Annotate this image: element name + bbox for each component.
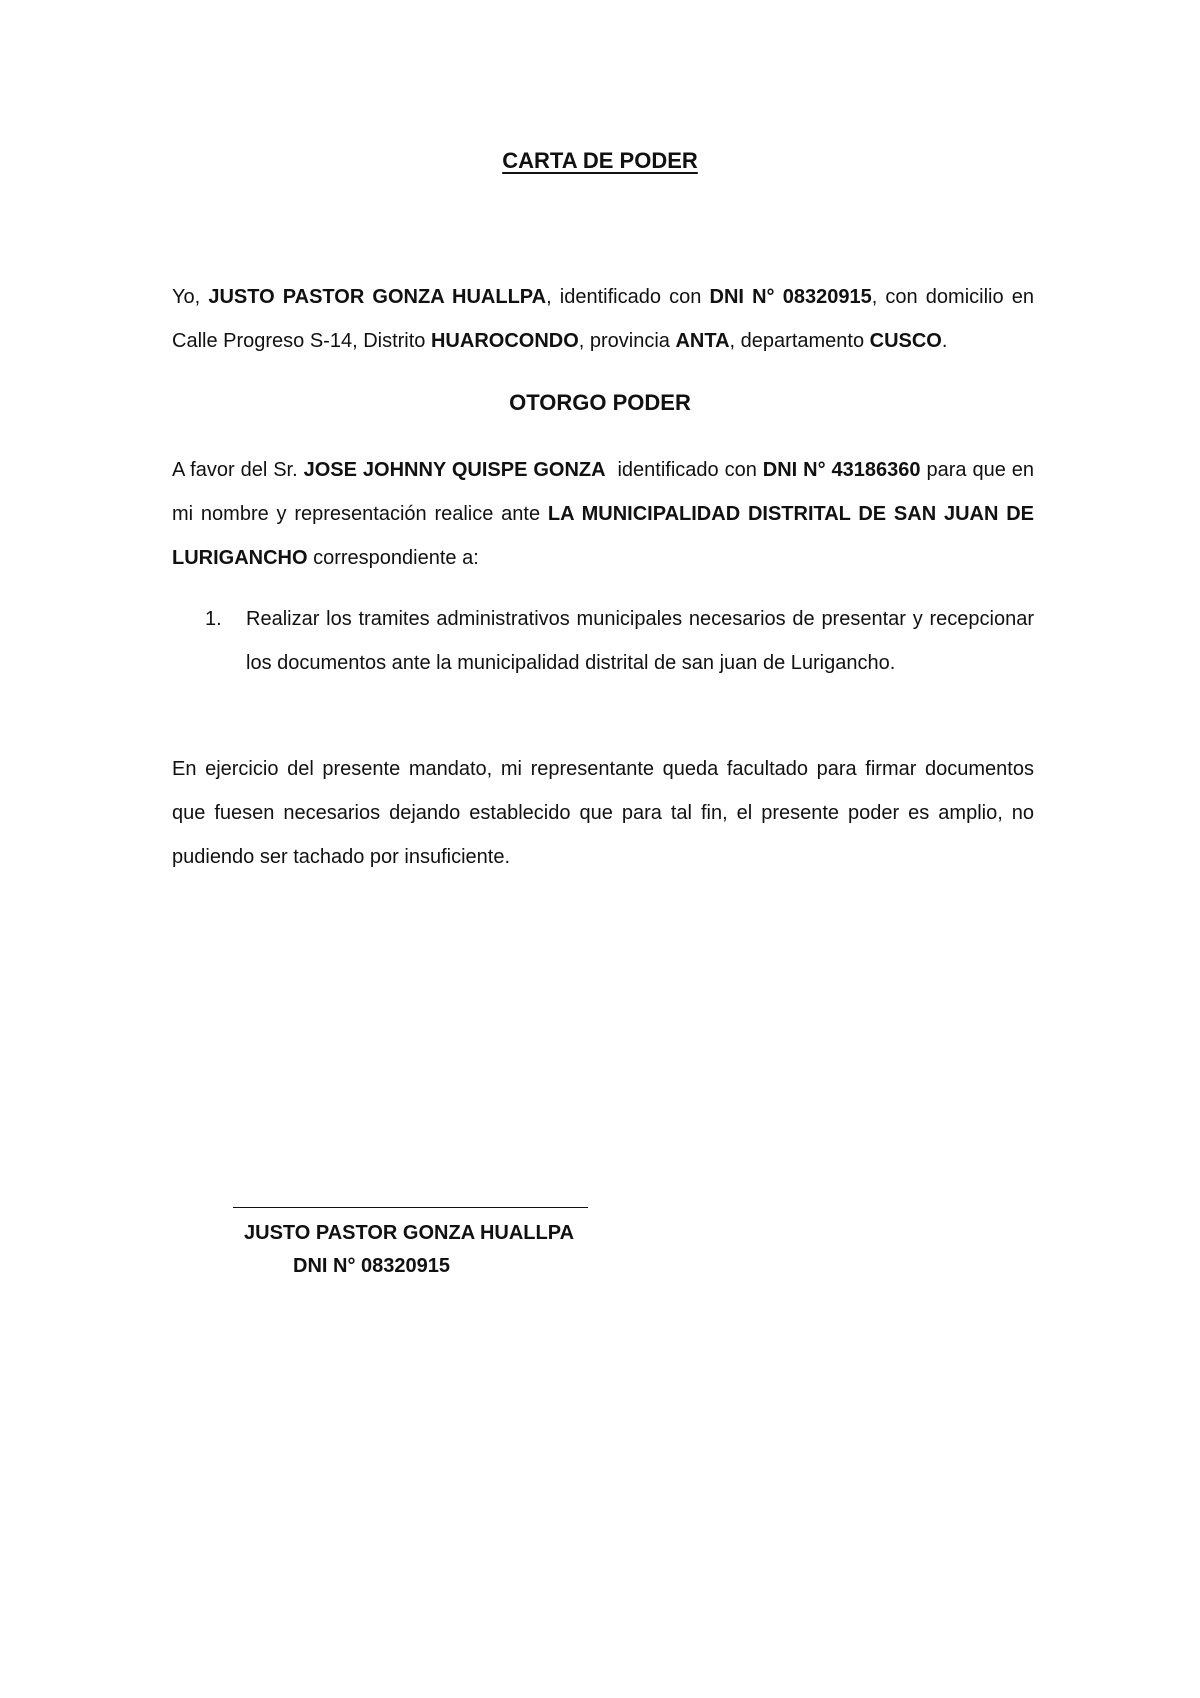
intro-text-2: , identificado con — [546, 286, 710, 308]
intro-text-5: , departamento — [729, 330, 870, 352]
signature-dni: DNI N° 08320915 — [293, 1255, 450, 1277]
grantee-dni: DNI N° 43186360 — [762, 459, 921, 481]
grant-text-3: para que en mi nombre y representación realice ante — [172, 459, 1034, 525]
grant-text-2: identificado con — [605, 459, 763, 481]
signature-line — [233, 1207, 588, 1208]
document-title — [0, 146, 1200, 176]
list-item — [205, 597, 1034, 685]
intro-text-6: . — [941, 330, 948, 352]
municipality-name: LA MUNICIPALIDAD DISTRITAL DE SAN JUAN DE LURIGANCHO — [172, 503, 1034, 569]
grantee-name: JOSE JOHNNY QUISPE GONZA — [303, 459, 606, 481]
list-item-number: 1. — [205, 608, 222, 630]
grant-text-1: A favor del Sr. — [172, 459, 304, 481]
grantor-dni: DNI N° 08320915 — [709, 286, 872, 308]
document-title-text: CARTA DE PODER — [502, 148, 698, 173]
section-heading: OTORGO PODER — [509, 390, 691, 415]
intro-text-1: Yo, — [172, 286, 209, 308]
intro-text-4: , provincia — [578, 330, 676, 352]
closing-paragraph: En ejercicio del presente mandato, mi representante queda facultado para firmar documentos que fuesen necesarios dejando establecido que para tal fin, el presente poder es amplio, no pudiendo ser tachado por insuficiente. — [172, 758, 1034, 868]
intro-text-3: , con domicilio en Calle Progreso S-14, Distrito — [172, 286, 1034, 352]
grant-text-4: correspondiente a: — [307, 547, 479, 569]
signature-name: JUSTO PASTOR GONZA HUALLPA — [244, 1222, 575, 1244]
grantor-department: CUSCO — [869, 330, 942, 352]
grantor-name: JUSTO PASTOR GONZA HUALLPA — [208, 286, 547, 308]
powers-list — [205, 597, 1034, 685]
grantor-province: ANTA — [675, 330, 730, 352]
list-item-text: Realizar los tramites administrativos municipales necesarios de presentar y recepcionar los documentos ante la municipalidad distrital de san juan de Lurigancho. — [246, 608, 1034, 674]
grantor-district: HUAROCONDO — [430, 330, 579, 352]
grant-paragraph — [172, 448, 1034, 580]
intro-paragraph — [172, 275, 1034, 363]
